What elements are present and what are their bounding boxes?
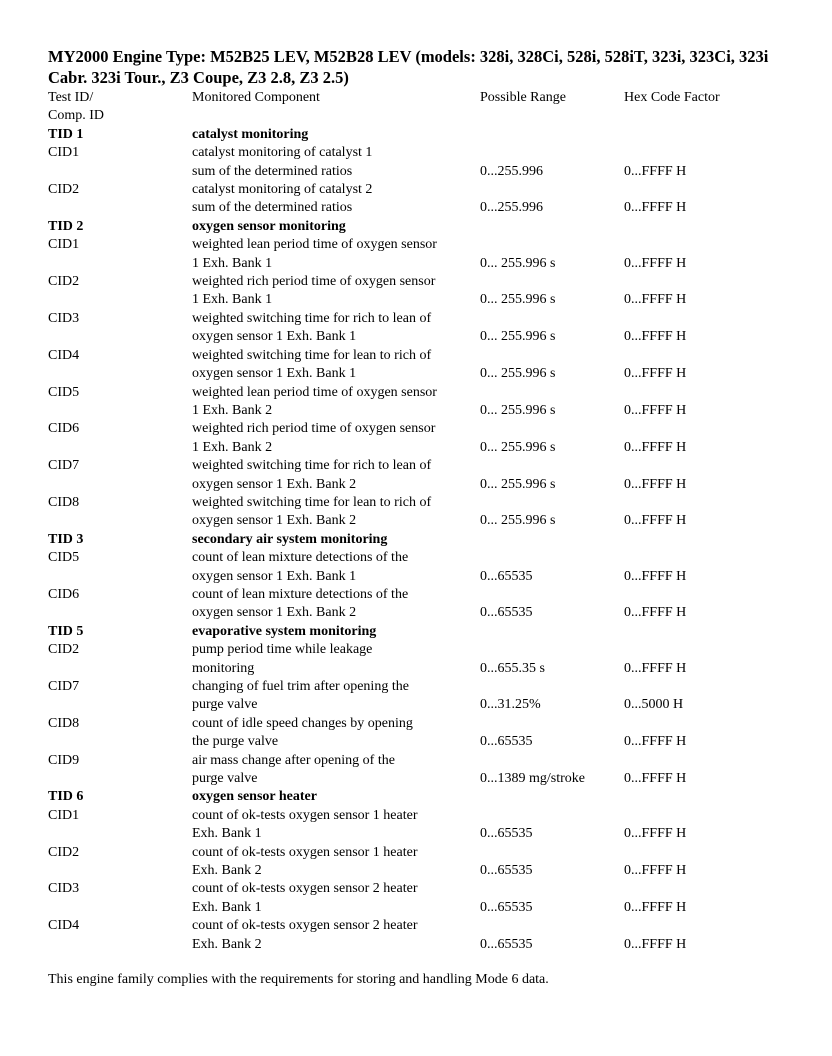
cell-component: Exh. Bank 1 — [192, 899, 262, 915]
cell-component: count of lean mixture detections of the — [192, 550, 409, 566]
table-row — [48, 678, 788, 696]
cell-hex — [624, 273, 788, 291]
cell-range: 0... 255.996 s — [480, 255, 556, 271]
cell-hex — [624, 420, 788, 438]
cell-range: 0...65535 — [480, 605, 533, 621]
cell-component: weighted switching time for lean to rich of — [192, 494, 432, 510]
cell-range: 0...65535 — [480, 936, 533, 952]
header-range: Possible Range — [480, 90, 566, 105]
cell-id: CID7 — [48, 679, 80, 694]
cell-range — [480, 457, 624, 475]
cell-component: 1 Exh. Bank 1 — [192, 292, 273, 308]
cell-component: catalyst monitoring of catalyst 1 — [192, 145, 373, 161]
cell-range: 0... 255.996 s — [480, 292, 556, 308]
cell-id — [48, 733, 192, 751]
test-group-row — [48, 623, 788, 641]
table-row — [48, 512, 788, 530]
cell-hex — [624, 752, 788, 770]
cell-hex: 0...FFFF H — [624, 402, 687, 418]
table-row — [48, 163, 788, 181]
table-row — [48, 310, 788, 328]
cell-range: 0...65535 — [480, 863, 533, 879]
cell-hex — [624, 181, 788, 199]
cell-component: secondary air system monitoring — [192, 531, 388, 547]
cell-id: TID 5 — [48, 623, 84, 639]
cell-id — [48, 568, 192, 586]
cell-id — [48, 899, 192, 917]
table-header-row — [48, 89, 788, 126]
cell-component: count of lean mixture detections of the — [192, 586, 409, 602]
cell-id: CID1 — [48, 807, 80, 823]
cell-id: CID6 — [48, 586, 80, 602]
table-row — [48, 807, 788, 825]
cell-id: CID2 — [48, 274, 80, 290]
table-row — [48, 899, 788, 917]
cell-hex — [624, 494, 788, 512]
header-component: Monitored Component — [192, 90, 320, 105]
table-row — [48, 844, 788, 862]
cell-range — [480, 586, 624, 604]
cell-range: 0...31.25% — [480, 697, 541, 713]
table-row — [48, 752, 788, 770]
cell-component: air mass change after opening of the — [192, 752, 395, 768]
cell-range — [480, 917, 624, 935]
cell-range: 0...65535 — [480, 899, 533, 915]
table-row — [48, 825, 788, 843]
cell-range — [480, 531, 624, 549]
table-row — [48, 880, 788, 898]
cell-hex: 0...FFFF H — [624, 439, 687, 455]
cell-hex — [624, 126, 788, 144]
cell-id: TID 6 — [48, 789, 84, 805]
table-row — [48, 660, 788, 678]
cell-id — [48, 660, 192, 678]
cell-id — [48, 862, 192, 880]
cell-id: CID2 — [48, 844, 80, 860]
cell-component: weighted switching time for lean to rich of — [192, 347, 432, 363]
cell-component: 1 Exh. Bank 1 — [192, 255, 273, 271]
cell-id: TID 1 — [48, 126, 84, 142]
cell-hex: 0...FFFF H — [624, 899, 687, 915]
cell-component: oxygen sensor heater — [192, 789, 317, 805]
cell-component: count of ok-tests oxygen sensor 1 heater — [192, 844, 418, 860]
cell-hex — [624, 384, 788, 402]
cell-component: sum of the determined ratios — [192, 200, 353, 216]
table-row — [48, 733, 788, 751]
cell-id — [48, 696, 192, 714]
cell-id — [48, 402, 192, 420]
cell-id: CID4 — [48, 347, 80, 363]
cell-component: Exh. Bank 2 — [192, 936, 262, 952]
cell-range: 0...65535 — [480, 568, 533, 584]
cell-hex: 0...FFFF H — [624, 163, 687, 179]
cell-id — [48, 255, 192, 273]
table-row — [48, 199, 788, 217]
cell-id: CID6 — [48, 421, 80, 437]
cell-hex — [624, 586, 788, 604]
table-row — [48, 917, 788, 935]
cell-range — [480, 236, 624, 254]
cell-hex — [624, 236, 788, 254]
cell-range: 0... 255.996 s — [480, 513, 556, 529]
cell-id — [48, 163, 192, 181]
table-row — [48, 457, 788, 475]
cell-range: 0... 255.996 s — [480, 439, 556, 455]
test-group-row — [48, 788, 788, 806]
cell-id — [48, 439, 192, 457]
cell-component: weighted switching time for rich to lean of — [192, 310, 432, 326]
cell-id — [48, 476, 192, 494]
cell-component: weighted lean period time of oxygen sensor — [192, 237, 437, 253]
cell-hex — [624, 880, 788, 898]
cell-id — [48, 936, 192, 954]
cell-range — [480, 549, 624, 567]
cell-hex — [624, 678, 788, 696]
cell-id: CID4 — [48, 918, 80, 934]
cell-component: oxygen sensor 1 Exh. Bank 2 — [192, 513, 357, 529]
cell-id — [48, 512, 192, 530]
cell-hex: 0...FFFF H — [624, 292, 687, 308]
header-test-id-line1: Test ID/ — [48, 90, 94, 105]
cell-id: CID8 — [48, 494, 80, 510]
cell-range — [480, 678, 624, 696]
cell-id — [48, 328, 192, 346]
cell-component: Exh. Bank 2 — [192, 863, 262, 879]
cell-range: 0...1389 mg/stroke — [480, 771, 585, 787]
cell-hex: 0...FFFF H — [624, 936, 687, 952]
table-row — [48, 936, 788, 954]
cell-range: 0... 255.996 s — [480, 476, 556, 492]
footer-note: This engine family complies with the requirements for storing and handling Mode 6 data. — [48, 972, 549, 988]
cell-id: CID8 — [48, 715, 80, 731]
document-page — [48, 46, 788, 990]
cell-hex — [624, 549, 788, 567]
cell-id: CID1 — [48, 145, 80, 161]
cell-component: count of ok-tests oxygen sensor 2 heater — [192, 918, 418, 934]
cell-component: oxygen sensor 1 Exh. Bank 1 — [192, 366, 357, 382]
cell-hex — [624, 715, 788, 733]
cell-range — [480, 144, 624, 162]
table-row — [48, 273, 788, 291]
cell-hex: 0...5000 H — [624, 697, 684, 713]
cell-id — [48, 825, 192, 843]
cell-component: monitoring — [192, 660, 255, 676]
table-row — [48, 181, 788, 199]
cell-hex — [624, 347, 788, 365]
table-row — [48, 549, 788, 567]
cell-id: CID5 — [48, 384, 80, 400]
cell-hex: 0...FFFF H — [624, 826, 687, 842]
cell-component: weighted rich period time of oxygen sensor — [192, 274, 436, 290]
cell-id: CID2 — [48, 182, 80, 198]
table-row — [48, 696, 788, 714]
table-row — [48, 476, 788, 494]
cell-hex: 0...FFFF H — [624, 660, 687, 676]
header-test-id — [48, 89, 192, 126]
cell-id: TID 3 — [48, 531, 84, 547]
cell-range — [480, 310, 624, 328]
cell-component: the purge valve — [192, 734, 279, 750]
cell-component: sum of the determined ratios — [192, 163, 353, 179]
cell-id: CID3 — [48, 310, 80, 326]
header-hex: Hex Code Factor — [624, 90, 720, 105]
cell-hex: 0...FFFF H — [624, 200, 687, 216]
cell-id: CID7 — [48, 458, 80, 474]
table-row — [48, 420, 788, 438]
cell-hex: 0...FFFF H — [624, 863, 687, 879]
cell-component: oxygen sensor 1 Exh. Bank 1 — [192, 568, 357, 584]
document-title: MY2000 Engine Type: M52B25 LEV, M52B28 LEV (models: 328i, 328Ci, 528i, 528iT, 323i, 323Ci, 323i Cabr. 323i Tour., Z3 Coupe, Z3 2.8, Z3 2.5) — [48, 47, 769, 87]
cell-range — [480, 218, 624, 236]
cell-component: purge valve — [192, 771, 258, 787]
cell-hex — [624, 788, 788, 806]
cell-component: weighted rich period time of oxygen sensor — [192, 421, 436, 437]
cell-range: 0...255.996 — [480, 200, 543, 216]
cell-component: oxygen sensor 1 Exh. Bank 2 — [192, 605, 357, 621]
cell-id: CID1 — [48, 237, 80, 253]
cell-hex: 0...FFFF H — [624, 605, 687, 621]
cell-id — [48, 365, 192, 383]
table-row — [48, 144, 788, 162]
table-row — [48, 586, 788, 604]
cell-hex: 0...FFFF H — [624, 476, 687, 492]
cell-component: weighted switching time for rich to lean of — [192, 458, 432, 474]
cell-component: weighted lean period time of oxygen sensor — [192, 384, 437, 400]
cell-range — [480, 126, 624, 144]
table-row — [48, 365, 788, 383]
cell-component: 1 Exh. Bank 2 — [192, 402, 273, 418]
cell-component: pump period time while leakage — [192, 642, 373, 658]
cell-component: purge valve — [192, 697, 258, 713]
header-test-id-line2: Comp. ID — [48, 108, 104, 124]
cell-id: CID2 — [48, 642, 80, 658]
table-row — [48, 384, 788, 402]
table-row — [48, 291, 788, 309]
table-row — [48, 641, 788, 659]
cell-component: Exh. Bank 1 — [192, 826, 262, 842]
cell-hex: 0...FFFF H — [624, 513, 687, 529]
cell-id — [48, 770, 192, 788]
cell-component: count of ok-tests oxygen sensor 1 heater — [192, 807, 418, 823]
cell-id: CID5 — [48, 550, 80, 566]
cell-hex: 0...FFFF H — [624, 734, 687, 750]
cell-range: 0...65535 — [480, 826, 533, 842]
cell-hex — [624, 457, 788, 475]
cell-component: count of ok-tests oxygen sensor 2 heater — [192, 881, 418, 897]
cell-hex: 0...FFFF H — [624, 329, 687, 345]
cell-hex: 0...FFFF H — [624, 255, 687, 271]
table-body — [48, 126, 788, 954]
cell-id — [48, 604, 192, 622]
cell-hex: 0...FFFF H — [624, 771, 687, 787]
cell-component: oxygen sensor 1 Exh. Bank 1 — [192, 329, 357, 345]
cell-component: evaporative system monitoring — [192, 623, 377, 639]
cell-id: CID3 — [48, 881, 80, 897]
cell-hex — [624, 641, 788, 659]
cell-id — [48, 199, 192, 217]
cell-range: 0... 255.996 s — [480, 366, 556, 382]
table-row — [48, 715, 788, 733]
cell-component: oxygen sensor 1 Exh. Bank 2 — [192, 476, 357, 492]
cell-hex — [624, 310, 788, 328]
table-row — [48, 770, 788, 788]
cell-range — [480, 420, 624, 438]
cell-hex — [624, 807, 788, 825]
cell-range: 0...655.35 s — [480, 660, 545, 676]
table-row — [48, 439, 788, 457]
cell-range — [480, 494, 624, 512]
cell-hex — [624, 218, 788, 236]
cell-range: 0...65535 — [480, 734, 533, 750]
cell-range — [480, 641, 624, 659]
cell-id: TID 2 — [48, 218, 84, 234]
cell-hex — [624, 531, 788, 549]
cell-component: oxygen sensor monitoring — [192, 218, 346, 234]
table-row — [48, 402, 788, 420]
cell-range — [480, 384, 624, 402]
cell-component: 1 Exh. Bank 2 — [192, 439, 273, 455]
cell-range: 0... 255.996 s — [480, 402, 556, 418]
cell-hex: 0...FFFF H — [624, 568, 687, 584]
cell-range — [480, 807, 624, 825]
table-row — [48, 862, 788, 880]
table-row — [48, 568, 788, 586]
cell-range — [480, 788, 624, 806]
cell-range: 0...255.996 — [480, 163, 543, 179]
cell-hex — [624, 917, 788, 935]
table-row — [48, 347, 788, 365]
cell-hex — [624, 623, 788, 641]
table-row — [48, 604, 788, 622]
cell-component: count of idle speed changes by opening — [192, 715, 413, 731]
cell-id — [48, 291, 192, 309]
cell-range — [480, 715, 624, 733]
table-row — [48, 328, 788, 346]
cell-range — [480, 623, 624, 641]
cell-range: 0... 255.996 s — [480, 329, 556, 345]
cell-range — [480, 880, 624, 898]
cell-hex — [624, 144, 788, 162]
table-row — [48, 236, 788, 254]
table-row — [48, 255, 788, 273]
cell-hex — [624, 844, 788, 862]
table-row — [48, 494, 788, 512]
cell-id: CID9 — [48, 752, 80, 768]
cell-component: catalyst monitoring — [192, 126, 309, 142]
test-group-row — [48, 218, 788, 236]
cell-range — [480, 273, 624, 291]
test-group-row — [48, 531, 788, 549]
cell-range — [480, 181, 624, 199]
cell-range — [480, 347, 624, 365]
cell-hex: 0...FFFF H — [624, 366, 687, 382]
cell-component: catalyst monitoring of catalyst 2 — [192, 182, 373, 198]
cell-range — [480, 844, 624, 862]
test-group-row — [48, 126, 788, 144]
cell-range — [480, 752, 624, 770]
cell-component: changing of fuel trim after opening the — [192, 679, 409, 694]
